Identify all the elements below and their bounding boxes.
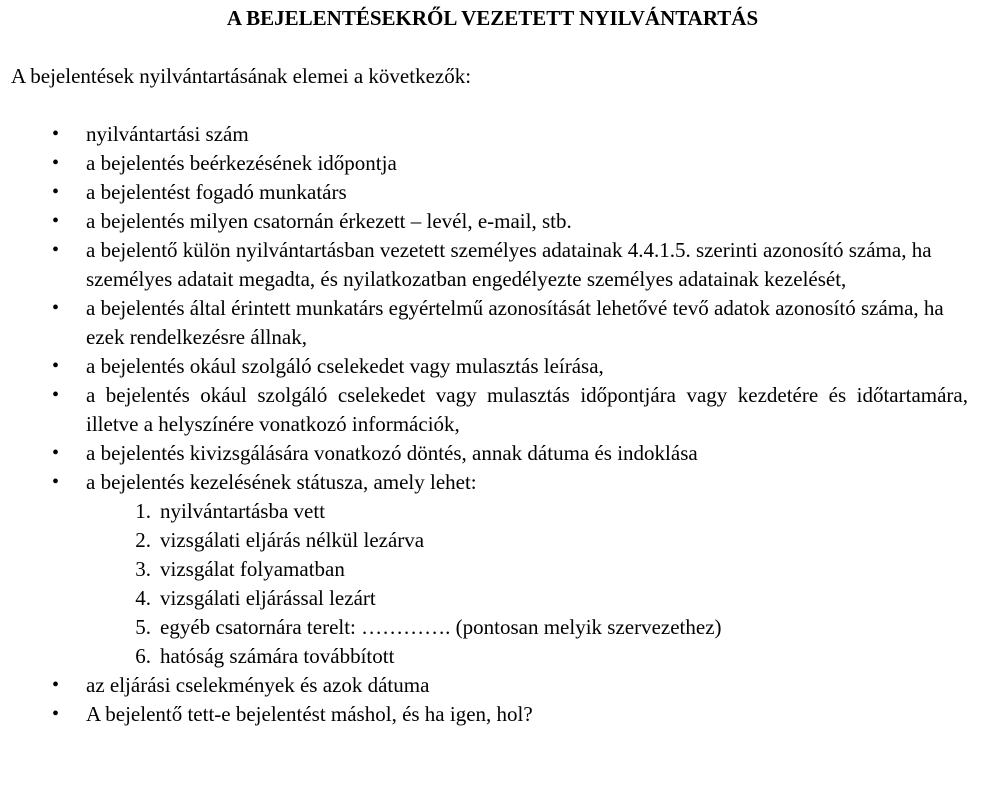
bullet-icon: •	[52, 442, 60, 464]
list-item-text: a bejelentés milyen csatornán érkezett – levél, e-mail, stb.	[86, 209, 572, 233]
intro-text: A bejelentések nyilvántartásának elemei a következők:	[11, 64, 472, 88]
list-item	[0, 700, 985, 729]
bullet-icon: •	[52, 703, 60, 725]
list-item	[0, 381, 985, 439]
status-sublist	[86, 497, 968, 671]
sublist-item-text: vizsgálati eljárással lezárt	[160, 586, 376, 610]
bullet-icon: •	[52, 239, 60, 261]
bullet-icon: •	[52, 297, 60, 319]
list-item	[0, 439, 985, 468]
list-item-text: a bejelentő külön nyilvántartásban vezetett személyes adatainak 4.4.1.5. szerinti azonosító száma, ha személyes adatait megadta, és nyilatkozatban engedélyezte személyes adatainak kezelését,	[86, 238, 932, 291]
bullet-icon: •	[52, 181, 60, 203]
sublist-item-text: vizsgálati eljárás nélkül lezárva	[160, 528, 425, 552]
sublist-item	[86, 555, 968, 584]
sublist-number: 6.	[135, 644, 151, 668]
list-item	[0, 671, 985, 700]
sublist-item	[86, 584, 968, 613]
list-item-text: a bejelentés kezelésének státusza, amely lehet:	[86, 470, 477, 494]
list-item-text: a bejelentés okául szolgáló cselekedet vagy mulasztás időpontjára vagy kezdetére és időtartamára, illetve a helyszínére vonatkozó információk,	[86, 383, 968, 436]
page-title: A BEJELENTÉSEKRŐL VEZETETT NYILVÁNTARTÁS	[226, 6, 759, 30]
bullet-icon: •	[52, 152, 60, 174]
list-item	[0, 294, 985, 352]
list-item-text: a bejelentést fogadó munkatárs	[86, 180, 347, 204]
list-item-text: a bejelentés által érintett munkatárs egyértelmű azonosítását lehetővé tevő adatok azonosító száma, ha ezek rendelkezésre állnak,	[86, 296, 944, 349]
bullet-icon: •	[52, 471, 60, 493]
list-item-text: a bejelentés beérkezésének időpontja	[86, 151, 397, 175]
sublist-item	[86, 526, 968, 555]
list-item-text: nyilvántartási szám	[86, 122, 249, 146]
sublist-number: 4.	[135, 586, 151, 610]
list-item-text: az eljárási cselekmények és azok dátuma	[86, 673, 430, 697]
list-item-text: A bejelentő tett-e bejelentést máshol, és ha igen, hol?	[86, 702, 533, 726]
list-item	[0, 352, 985, 381]
bullet-icon: •	[52, 355, 60, 377]
list-item-status	[0, 468, 985, 671]
sublist-item-text: vizsgálat folyamatban	[160, 557, 345, 581]
sublist-number: 3.	[135, 557, 151, 581]
list-item	[0, 120, 985, 149]
sublist-item-text: egyéb csatornára terelt: …………. (pontosan melyik szervezethez)	[160, 615, 722, 639]
sublist-number: 5.	[135, 615, 151, 639]
sublist-item-text: nyilvántartásba vett	[160, 499, 326, 523]
bullet-icon: •	[52, 384, 60, 406]
bullet-icon: •	[52, 210, 60, 232]
sublist-item	[86, 642, 968, 671]
list-item	[0, 178, 985, 207]
sublist-item	[86, 613, 968, 642]
list-item	[0, 207, 985, 236]
bullet-icon: •	[52, 674, 60, 696]
sublist-number: 1.	[135, 499, 151, 523]
bullet-icon: •	[52, 123, 60, 145]
sublist-item-text: hatóság számára továbbított	[160, 644, 395, 668]
list-item-text: a bejelentés okául szolgáló cselekedet vagy mulasztás leírása,	[86, 354, 604, 378]
sublist-item	[86, 497, 968, 526]
requirements-list	[0, 120, 985, 729]
list-item	[0, 149, 985, 178]
list-item-text: a bejelentés kivizsgálására vonatkozó döntés, annak dátuma és indoklása	[86, 441, 698, 465]
list-item	[0, 236, 985, 294]
sublist-number: 2.	[135, 528, 151, 552]
